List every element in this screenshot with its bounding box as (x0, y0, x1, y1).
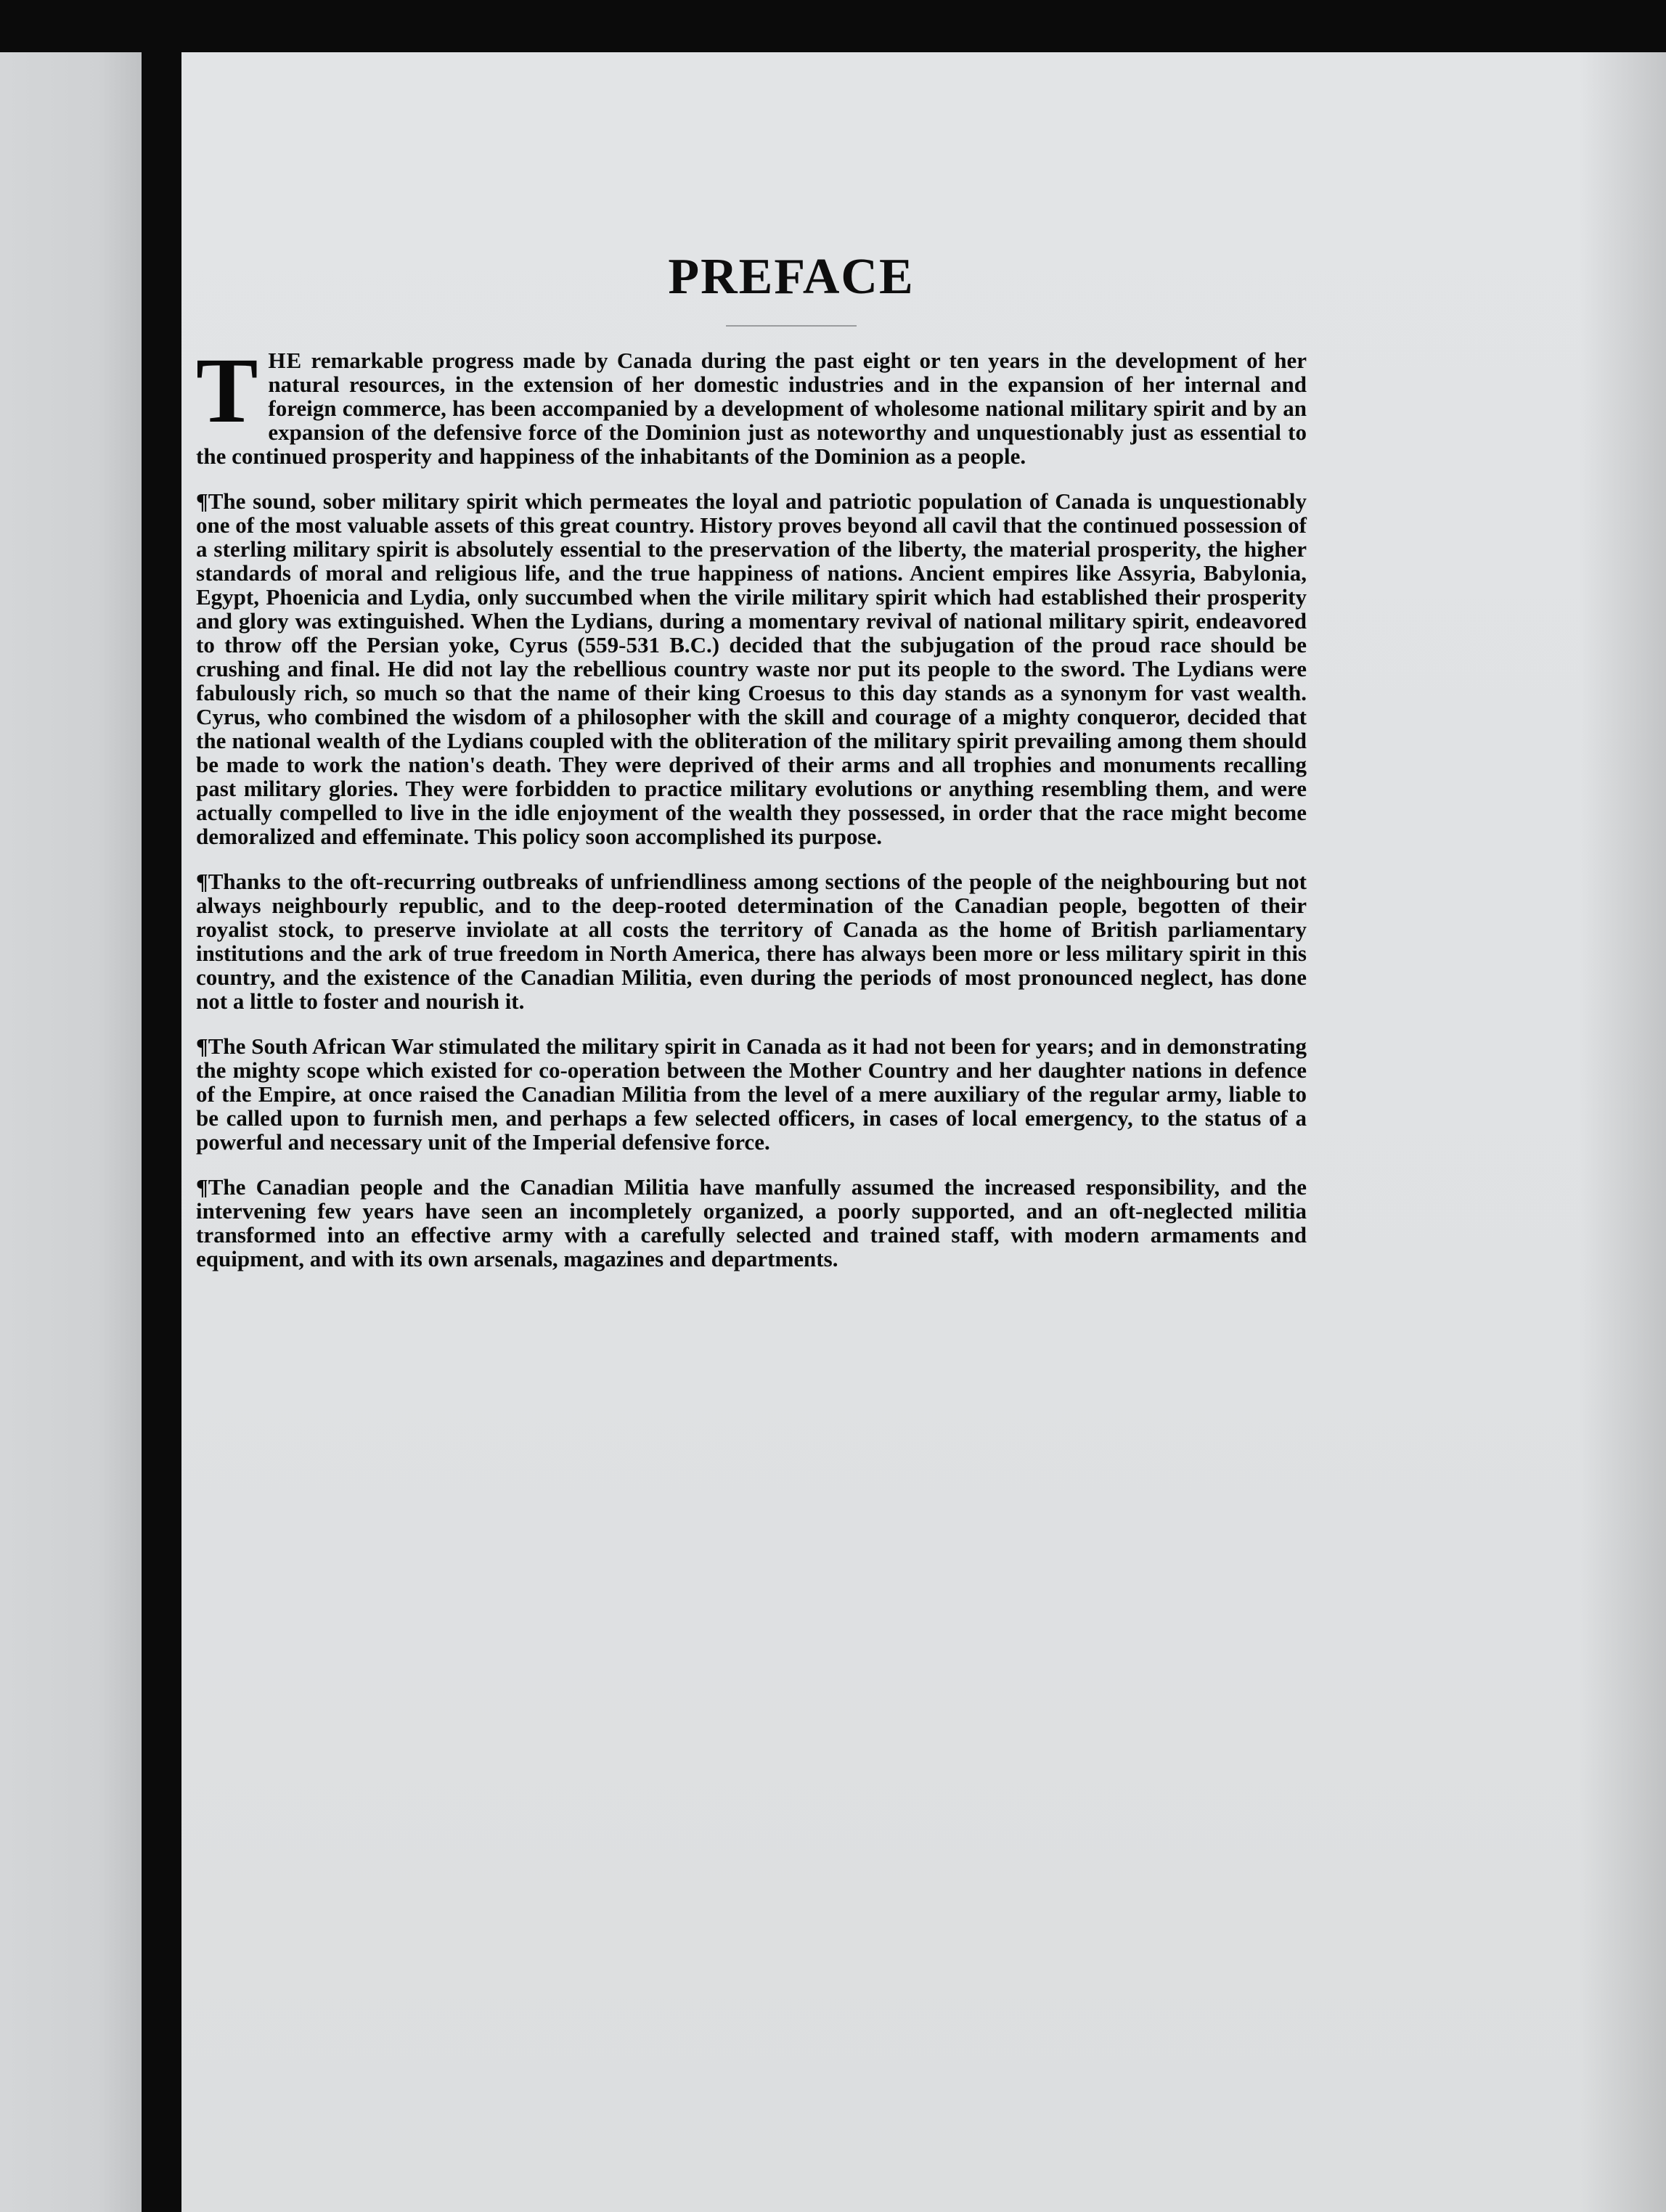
preface-body (196, 339, 1307, 1292)
paragraph-text: The sound, sober military spirit which permeates the loyal and patriotic population of Canada is unquestionably one of the most valuable assets of this great country. History proves beyond all cavil that the continued possession of a sterling military spirit is absolutely essential to the preservation of the liberty, the material prosperity, the higher standards of moral and religious life, and the true happiness of nations. Ancient empires like Assyria, Babylonia, Egypt, Phoenicia and Lydia, only succumbed when the virile military spirit which had established their prosperity and glory was extinguished. When the Lydians, during a momentary revival of national military spirit, endeavored to throw off the Persian yoke, Cyrus (559-531 B.C.) decided that the subjugation of the proud race should be crushing and final. He did not lay the rebellious country waste nor put its people to the sword. The Lydians were fabulously rich, so much so that the name of their king Croesus to this day stands as a synonym for vast wealth. Cyrus, who combined the wisdom of a philosopher with the skill and courage of a mighty conqueror, decided that the national wealth of the Lydians coupled with the obliteration of the military spirit prevailing among them should be made to work the nation's death. They were deprived of their arms and all trophies and monuments recalling past military glories. They were forbidden to practice military evolutions or anything resembling them, and were actually compelled to live in the idle enjoyment of the wealth they possessed, in order that the race might become demoralized and effeminate. This policy soon accomplished its purpose. (196, 488, 1307, 849)
title-ornament-rule (726, 325, 857, 327)
paragraph-lead-word: HE (268, 348, 303, 373)
paragraph-1 (196, 339, 1307, 469)
page-title: PREFACE (668, 249, 915, 305)
paragraph-text: Thanks to the oft-recurring outbreaks of unfriendliness among sections of the people of the neighbouring but not always neighbourly republic, and to the deep-rooted determination of the Canadian people, begotten of their royalist stock, to preserve inviolate at all costs the territory of Canada as the home of British parliamentary institutions and the ark of true freedom in North America, there has always been more or less military spirit in this country, and the existence of the Canadian Militia, even during the periods of most pronounced neglect, has done not a little to foster and nourish it. (196, 869, 1307, 1014)
facing-page-margin (0, 52, 142, 2212)
paragraph-4 (196, 1034, 1307, 1154)
paragraph-2 (196, 489, 1307, 848)
paragraph-text: The Canadian people and the Canadian Militia have manfully assumed the increased responsibility, and the intervening few years have seen an incompletely organized, a poorly supported, and an oft-neglected militia transformed into an effective army with a carefully selected and trained staff, with modern armaments and equipment, and with its own arsenals, magazines and departments. (196, 1174, 1307, 1271)
pilcrow-mark: ¶ (196, 1174, 208, 1200)
pilcrow-mark: ¶ (196, 488, 208, 514)
drop-cap: T (196, 339, 258, 442)
paragraph-3 (196, 869, 1307, 1013)
paragraph-text: The South African War stimulated the military spirit in Canada as it had not been for years; and in demonstrating the mighty scope which existed for co-operation between the Mother Country and her daughter nations in defence of the Empire, at once raised the Canadian Militia from the level of a mere auxiliary of the regular army, liable to be called upon to furnish men, and perhaps a few selected officers, in cases of local emergency, to the status of a powerful and necessary unit of the Imperial defensive force. (196, 1033, 1307, 1155)
paragraph-text: remarkable progress made by Canada during the past eight or ten years in the development of her natural resources, in the extension of her domestic industries and in the expansion of her internal and foreign commerce, has been accompanied by a development of wholesome national military spirit and by an expansion of the defensive force of the Dominion just as noteworthy and unquestionably just as essential to the continued prosperity and happiness of the inhabitants of the Dominion as a people. (196, 348, 1307, 469)
paragraph-5 (196, 1175, 1307, 1271)
pilcrow-mark: ¶ (196, 1033, 208, 1059)
pilcrow-mark: ¶ (196, 869, 208, 894)
page-edge-shadow (1579, 52, 1666, 2212)
